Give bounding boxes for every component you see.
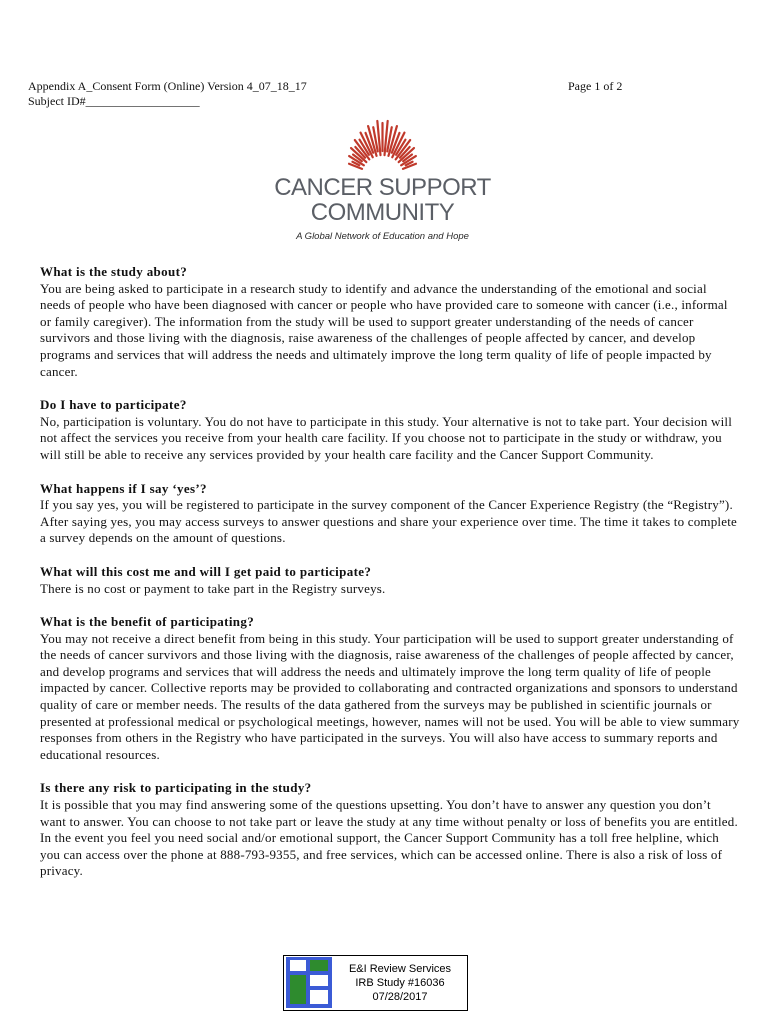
section-have-to-participate <box>40 397 740 463</box>
section-heading: What will this cost me and will I get paid to participate? <box>40 563 372 579</box>
page-number: Page 1 of 2 <box>568 79 623 93</box>
section-cost-payment <box>40 564 740 597</box>
section-text: There is no cost or payment to take part in the Registry surveys. <box>40 580 386 596</box>
section-text: You are being asked to participate in a research study to identify and advance the understanding of the emotional and social needs of people who have been diagnosed with cancer or people who have provided care to someone with cancer (i.e., informal or family caregiver). The information from the study will be used to support greater understanding of the needs of cancer survivors and those living with the diagnosis, raise awareness of the challenges of people affected by cancer, and develop programs and services that will address the needs and ultimately improve the long term quality of life of people impacted by cancer. <box>40 280 728 379</box>
section-heading: Do I have to participate? <box>40 397 187 413</box>
section-text: If you say yes, you will be registered to participate in the survey component of the Cancer Experience Registry (the “Registry”). After saying yes, you may access surveys to answer questions and share your experience over time. The time it takes to complete a survey depends on the amount of questions. <box>40 497 737 546</box>
document-header <box>28 79 307 109</box>
section-benefit <box>40 614 740 763</box>
section-say-yes <box>40 481 740 547</box>
logo-text-line2: COMMUNITY <box>310 199 455 226</box>
section-heading: What happens if I say ‘yes’? <box>40 480 207 496</box>
irb-study-number: IRB Study #16036 <box>355 977 445 989</box>
subject-id-label: Subject ID#___________________ <box>28 94 200 108</box>
section-heading: What is the study about? <box>40 264 188 279</box>
section-study-about <box>40 264 740 380</box>
logo-text-line1: CANCER SUPPORT <box>274 174 491 201</box>
irb-approval-stamp <box>283 955 468 1011</box>
cancer-support-community-logo <box>256 113 509 250</box>
section-text: You may not receive a direct benefit from being in this study. Your participation will be used to support greater understanding of the needs of cancer survivors and those living with the diagnosis, raise awareness of the challenges of people affected by cancer, and develop programs and services that will address the needs and ultimately improve the long term quality of life of people impacted by cancer. Collective reports may be provided to collaborating and contracted organizations and sponsors to understand quality of care or member needs. The results of the data gathered from the surveys may be published in scientific journals or presented at professional medical or psychological meetings, however, names will not be used. You will be able to view summary responses from others in the Registry who have participated in the surveys. You will also have access to summary reports and educational resources. <box>40 630 740 762</box>
logo-tagline: A Global Network of Education and Hope <box>296 231 469 242</box>
consent-form-body <box>40 264 740 897</box>
section-risk <box>40 780 740 880</box>
review-service-name: E&I Review Services <box>348 963 452 975</box>
approval-date: 07/28/2017 <box>372 991 428 1003</box>
irb-logo-icon <box>286 957 332 1008</box>
section-text: No, participation is voluntary. You do not have to participate in this study. Your alternative is not to take part. Your decision will not affect the services you receive from your health care facility. If you choose not to participate in the study or withdraw, you will still be able to receive any services provided by your health care facility and the Cancer Support Community. <box>40 413 733 462</box>
irb-stamp-text <box>336 962 464 1004</box>
form-version-label: Appendix A_Consent Form (Online) Version 4_07_18_17 <box>28 79 307 93</box>
section-heading: Is there any risk to participating in the study? <box>40 780 312 796</box>
section-text: It is possible that you may find answering some of the questions upsetting. You don’t have to answer any question you don’t want to answer. You can choose to not take part or leave the study at any time without penalty or loss of benefits you are entitled. In the event you feel you need social and/or emotional support, the Cancer Support Community has a toll free helpline, which you can access over the phone at 888-793-9355, and free services, which can be accessed online. There is also a risk of loss of privacy. <box>40 797 738 879</box>
section-heading: What is the benefit of participating? <box>40 614 255 630</box>
sunburst-logo-icon <box>256 113 509 173</box>
